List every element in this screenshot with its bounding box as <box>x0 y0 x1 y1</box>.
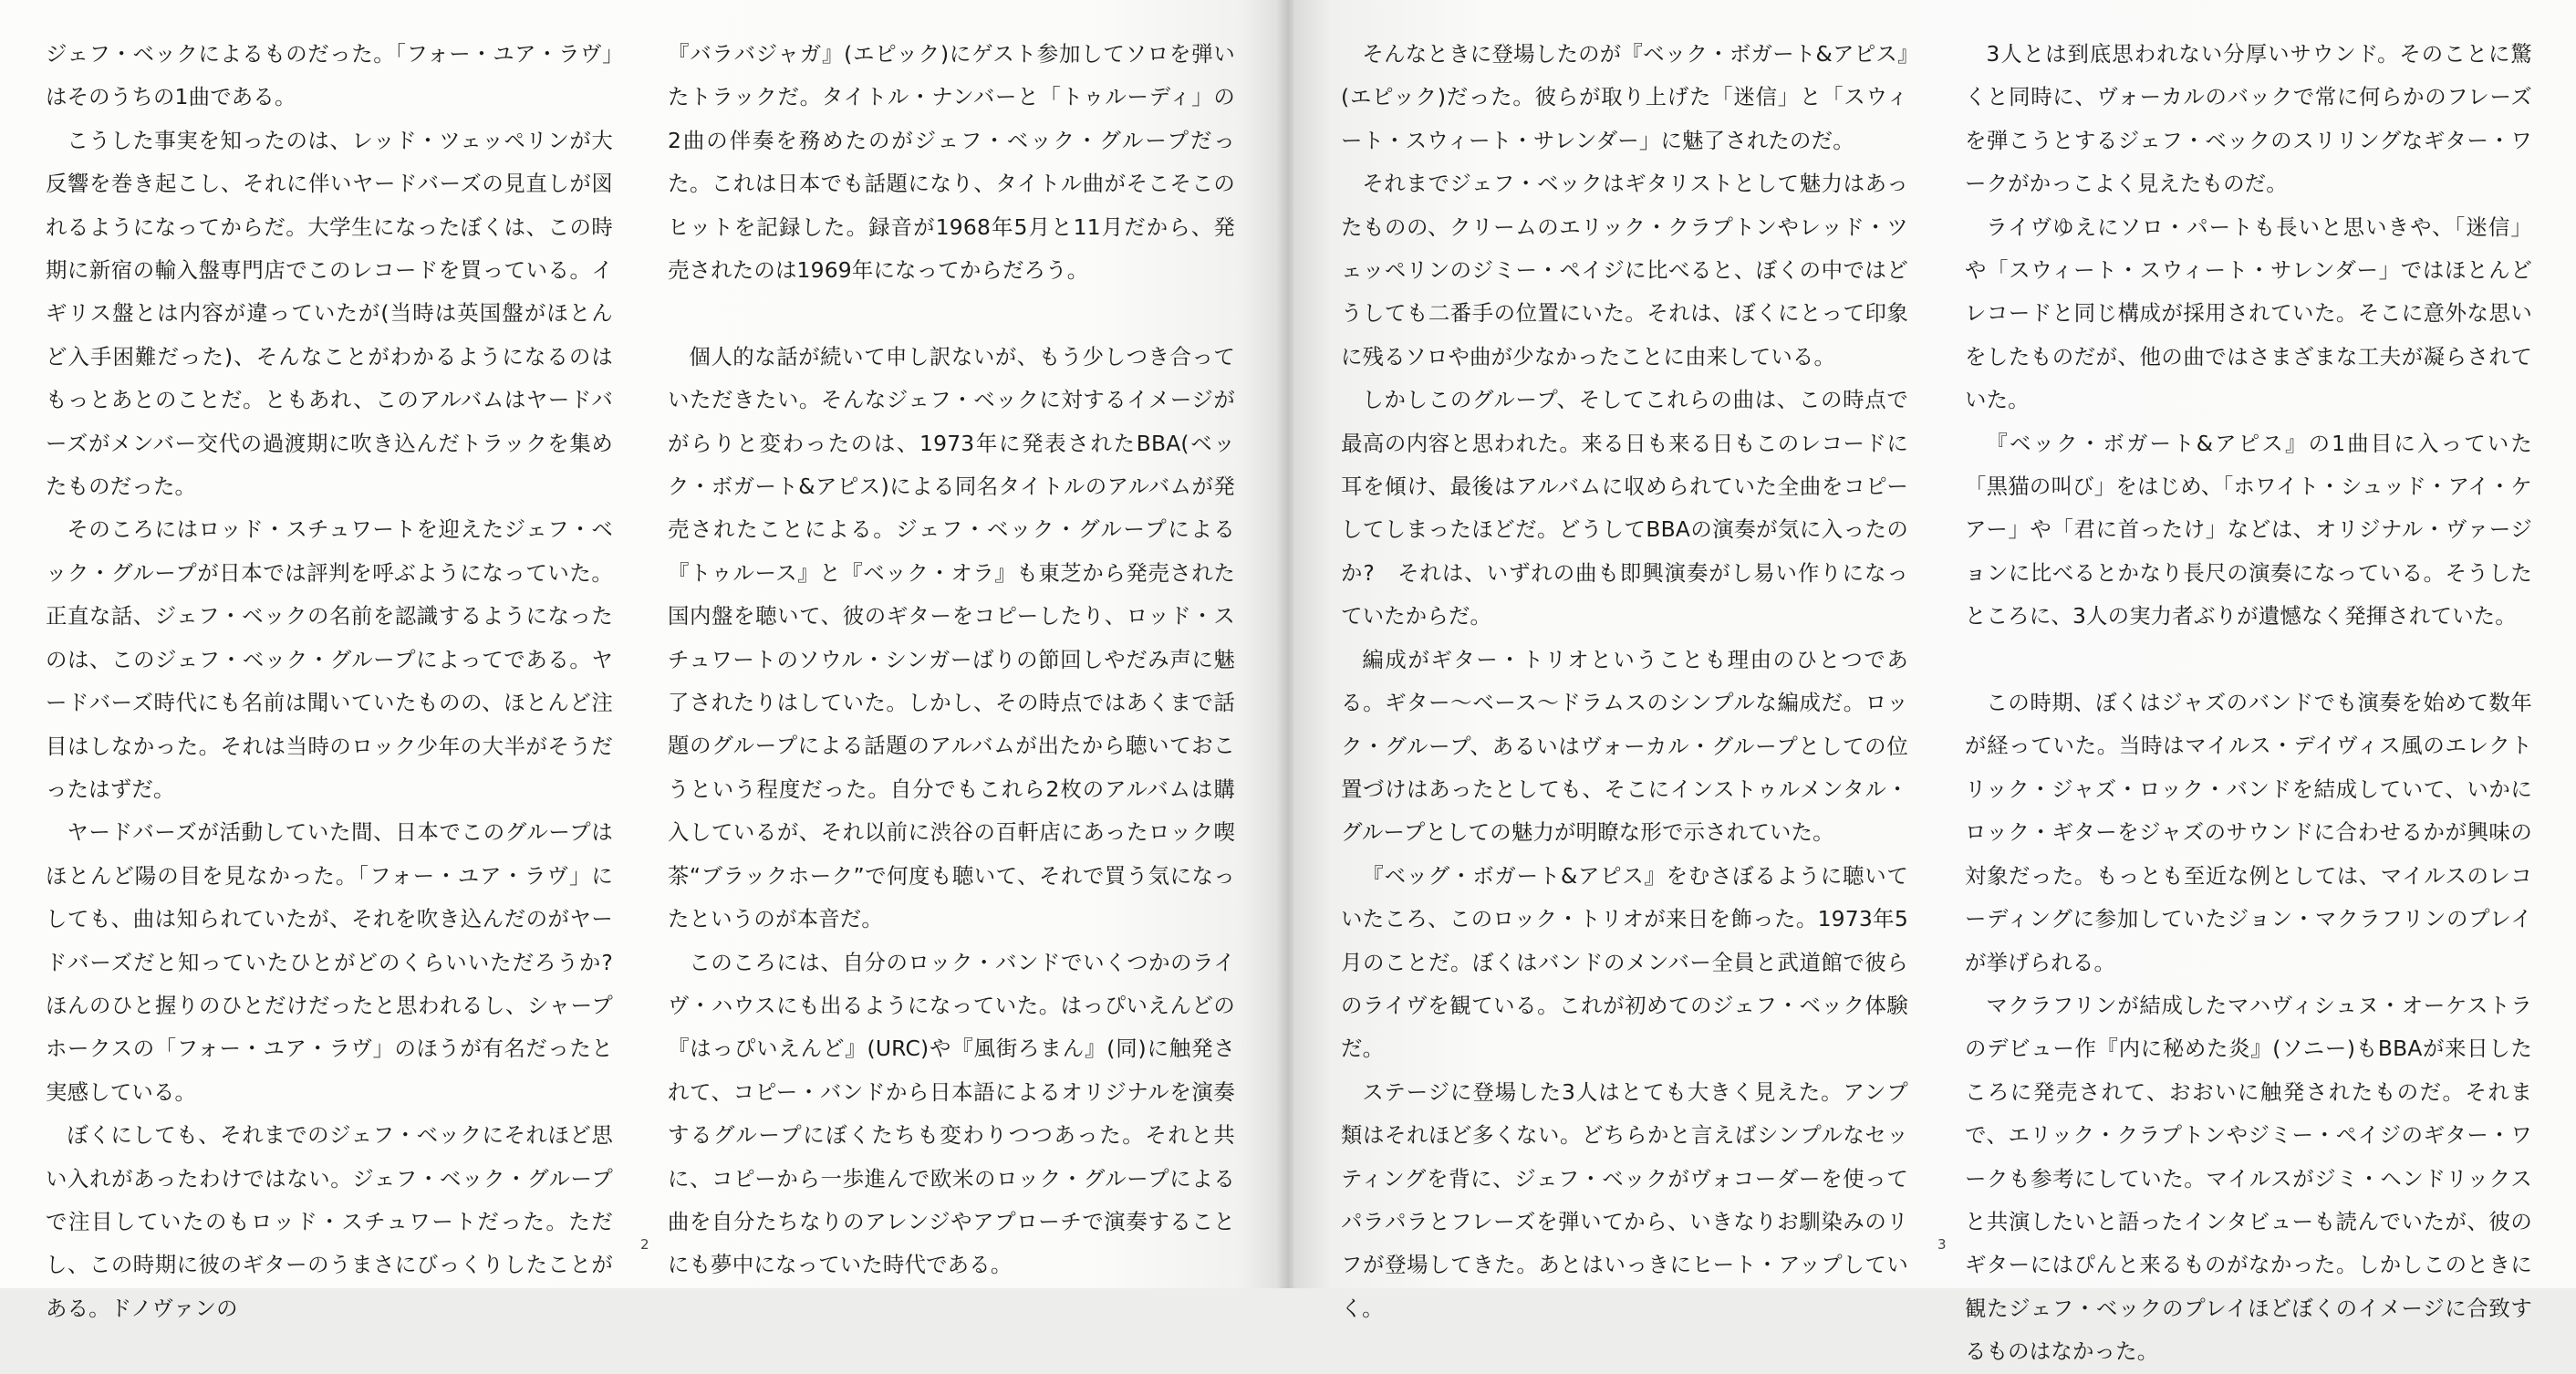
body-paragraph: ぼくにしても、それまでのジェフ・ベックにそれほど思い入れがあったわけではない。ジェフ・ベック・グループで注目していたのもロッド・スチュワートだった。ただし、この時期に彼のギターのうまさにびっくりしたことがある。ドノヴァンの <box>46 1122 613 1321</box>
body-paragraph: 個人的な話が続いて申し訳ないが、もう少しつき合っていただきたい。そんなジェフ・ベックに対するイメージががらりと変わったのは、1973年に発表されたBBA(ベック・ボガート&アピス)による同名タイトルのアルバムが発売されたことによる。ジェフ・ベック・グループによる『トゥルース』と『ベック・オラ』も東芝から発売された国内盤を聴いて、彼のギターをコピーしたり、ロッド・スチュワートのソウル・シンガーばりの節回しやだみ声に魅了されたりはしていた。しかし、その時点ではあくまで話題のグループによる話題のアルバムが出たから聴いておこうという程度だった。自分でもこれら2枚のアルバムは購入しているが、それ以前に渋谷の百軒店にあったロック喫茶“ブラックホーク”で何度も聴いて、それで買う気になったというのが本音だ。 <box>668 343 1235 932</box>
text-column <box>46 33 635 1321</box>
body-paragraph: ライヴゆえにソロ・パートも長いと思いきや、「迷信」や「スウィート・スウィート・サレンダー」ではほとんどレコードと同じ構成が採用されていた。そこに意外な思いをしたものだが、他の曲ではさまざまな工夫が凝らされていた。 <box>1965 213 2532 413</box>
body-paragraph: 『ベック・ボガート&アピス』の1曲目に入っていた「黒猫の叫び」をはじめ、「ホワイト・シュッド・アイ・ケアー」や「君に首ったけ」などは、オリジナル・ヴァージョンに比べるとかなり長尺の演奏になっている。そうしたところに、3人の実力者ぶりが遺憾なく発揮されていた。 <box>1965 430 2532 630</box>
body-paragraph: こうした事実を知ったのは、レッド・ツェッペリンが大反響を巻き起こし、それに伴いヤードバーズの見直しが図れるようになってからだ。大学生になったぼくは、この時期に新宿の輸入盤専門店でこのレコードを買っている。イギリス盤とは内容が違っていたが(当時は英国盤がほとんど入手困難だった)、そんなことがわかるようになるのはもっとあとのことだ。ともあれ、このアルバムはヤードバーズがメンバー交代の過渡期に吹き込んだトラックを集めたものだった。 <box>46 127 613 500</box>
body-paragraph: 『ベッグ・ボガート&アピス』をむさぼるように聴いていたころ、このロック・トリオが来日を飾った。1973年5月のことだ。ぼくはバンドのメンバー全員と武道館で彼らのライヴを観ている。これが初めてのジェフ・ベック体験だ。 <box>1341 862 1908 1062</box>
text-column <box>1965 33 2533 1365</box>
body-paragraph: そんなときに登場したのが『ベック・ボガート&アピス』(エピック)だった。彼らが取り上げた「迷信」と「スウィート・スウィート・サレンダー」に魅了されたのだ。 <box>1341 41 1908 153</box>
body-paragraph: マクラフリンが結成したマハヴィシュヌ・オーケストラのデビュー作『内に秘めた炎』(ソニー)もBBAが来日したころに発売されて、おおいに触発されたものだ。それまで、エリック・クラプトンやジミー・ペイジのギター・ワークも参考にしていた。マイルスがジミ・ヘンドリックスと共演したいと語ったインタビューも読んでいたが、彼のギターにはぴんと来るものがなかった。しかしこのときに観たジェフ・ベックのプレイほどぼくのイメージに合致するものはなかった。 <box>1965 992 2532 1365</box>
body-paragraph: 3人とは到底思われない分厚いサウンド。そのことに驚くと同時に、ヴォーカルのバックで常に何らかのフレーズを弾こうとするジェフ・ベックのスリリングなギター・ワークがかっこよく見えたものだ。 <box>1965 41 2533 197</box>
page-number: 3 <box>1937 1236 1947 1253</box>
text-column <box>668 33 1235 1278</box>
body-paragraph: ステージに登場した3人はとても大きく見えた。アンプ類はそれほど多くない。どちらかと言えばシンプルなセッティングを背に、ジェフ・ベックがヴォコーダーを使ってパラパラとフレーズを弾いてから、いきなりお馴染みのリフが登場してきた。あとはいっきにヒート・アップしていく。 <box>1341 1078 1908 1321</box>
body-paragraph: ヤードバーズが活動していた間、日本でこのグループはほとんど陽の目を見なかった。「フォー・ユア・ラヴ」にしても、曲は知られていたが、それを吹き込んだのがヤードバーズだと知っていたひとがどのくらいいただろうか? ほんのひと握りのひとだけだったと思われるし、シャープホークスの「フォー・ユア・ラヴ」のほうが有名だったと実感している。 <box>46 819 635 1105</box>
body-paragraph: 『バラバジャガ』(エピック)にゲスト参加してソロを弾いたトラックだ。タイトル・ナンバーと「トゥルーディ」の2曲の伴奏を務めたのがジェフ・ベック・グループだった。これは日本でも話題になり、タイトル曲がそこそこのヒットを記録した。録音が1968年5月と11月だから、発売されたのは1969年になってからだろう。 <box>668 41 1235 284</box>
left-page <box>0 0 1281 1321</box>
text-column <box>1341 33 1908 1321</box>
body-paragraph: このころには、自分のロック・バンドでいくつかのライヴ・ハウスにも出るようになっていた。はっぴいえんどの『はっぴいえんど』(URC)や『風街ろまん』(同)に触発されて、コピー・バンドから日本語によるオリジナルを演奏するグループにぼくたちも変わりつつあった。それと共に、コピーから一歩進んで欧米のロック・グループによる曲を自分たちなりのアレンジやアプローチで演奏することにも夢中になっていた時代である。 <box>668 949 1235 1278</box>
body-paragraph: しかしこのグループ、そしてこれらの曲は、この時点で最高の内容と思われた。来る日も来る日もこのレコードに耳を傾け、最後はアルバムに収められていた全曲をコピーしてしまったほどだ。どうしてBBAの演奏が気に入ったのか? それは、いずれの曲も即興演奏がし易い作りになっていたからだ。 <box>1341 387 1908 630</box>
body-paragraph: 編成がギター・トリオということも理由のひとつである。ギター〜ベース〜ドラムスのシンプルな編成だ。ロック・グループ、あるいはヴォーカル・グループとしての位置づけはあったとしても、そこにインストゥルメンタル・グループとしての魅力が明瞭な形で示されていた。 <box>1341 646 1908 846</box>
body-paragraph: この時期、ぼくはジャズのバンドでも演奏を始めて数年が経っていた。当時はマイルス・デイヴィス風のエレクトリック・ジャズ・ロック・バンドを結成していて、いかにロック・ギターをジャズのサウンドに合わせるかが興味の対象だった。もっとも至近な例としては、マイルスのレコーディングに参加していたジョン・マクラフリンのプレイが挙げられる。 <box>1965 690 2532 975</box>
body-paragraph: ジェフ・ベックによるものだった。「フォー・ユア・ラヴ」はそのうちの1曲である。 <box>46 41 613 110</box>
right-page <box>1293 0 2576 1365</box>
body-paragraph: そのころにはロッド・スチュワートを迎えたジェフ・ベック・グループが日本では評判を呼ぶようになっていた。正直な話、ジェフ・ベックの名前を認識するようになったのは、このジェフ・ベック・グループによってである。ヤードバーズ時代にも名前は聞いていたものの、ほとんど注目はしなかった。それは当時のロック少年の大半がそうだったはずだ。 <box>46 516 613 802</box>
page-number: 2 <box>640 1236 649 1253</box>
body-paragraph: それまでジェフ・ベックはギタリストとして魅力はあったものの、クリームのエリック・クラプトンやレッド・ツェッペリンのジミー・ペイジに比べると、ぼくの中ではどうしても二番手の位置にいた。それは、ぼくにとって印象に残るソロや曲が少なかったことに由来している。 <box>1341 171 1908 370</box>
